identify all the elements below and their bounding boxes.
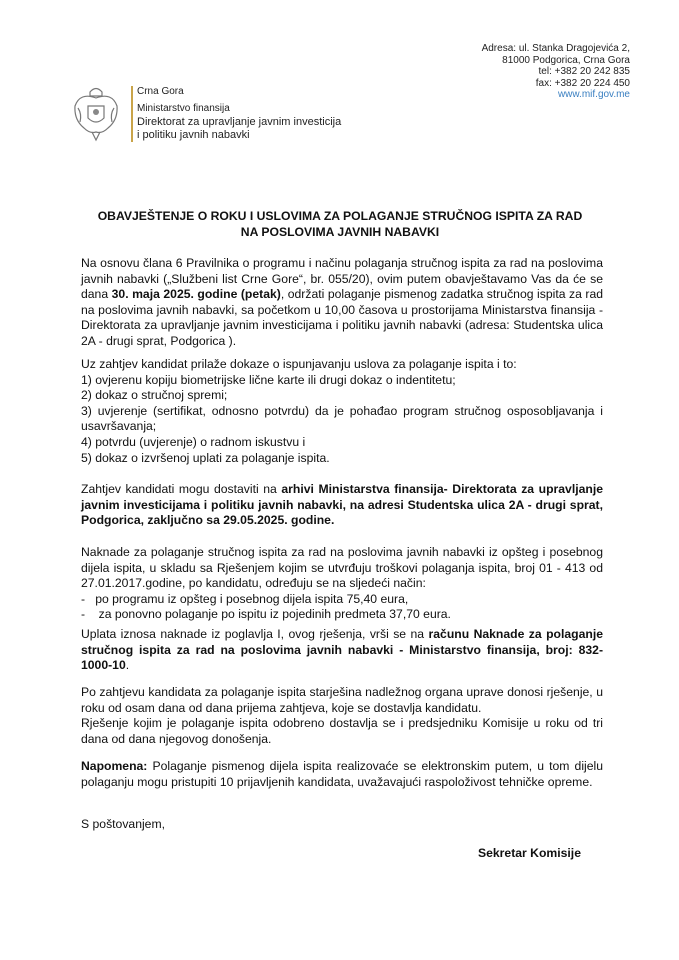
list-item: 4) potvrdu (uvjerenje) o radnom iskustvu i [81,434,306,449]
title-line: OBAVJEŠTENJE O ROKU I USLOVIMA ZA POLAGANJE STRUČNOG ISPITA ZA RAD [97,209,583,223]
fax: fax: +382 20 224 450 [535,77,630,89]
closing: S poštovanjem, [81,817,166,831]
list-item: - po programu iz opšteg i posebnog dijela ispita 75,40 eura, [81,591,409,606]
list-item: 2) dokaz o stručnoj spremi; [81,388,228,403]
exam-date: 30. maja 2025. godine (petak) [111,287,281,302]
paragraph-note [81,759,603,790]
org-line: Ministarstvo finansija [137,103,230,114]
paragraph-payment [81,627,603,674]
phone: tel: +382 20 242 835 [538,66,630,78]
text: Uz zahtjev kandidat prilaže dokaze o ispunjavanju uslova za polaganje ispita i to: [81,357,517,371]
list-item: 1) ovjerenu kopiju biometrijske lične karte ili drugi dokaz o indentitetu; [81,372,456,387]
title-line: NA POSLOVIMA JAVNIH NABAVKI [240,225,440,239]
contact-address [482,43,630,101]
text: Naknade za polaganje stručnog ispita za rad na poslovima javnih nabavki iz opšteg i posebnog dijela ispita, u skladu sa Rješenjem kojim se utvrđuju troškovi polaganja ispita, broj 01 - 413 od 27.01.2017.godine, po kandidatu, određuju se na sljedeći način: [81,545,603,591]
payment-account: računu Naknade za polaganje stručnog ispita za rad na poslovima javnih nabavki - Ministarstvo finansija, broj: 832-1000-10 [81,627,603,673]
address-line: Adresa: ul. Stanka Dragojevića 2, [481,43,630,54]
note-label: Napomena: [81,759,148,773]
coat-of-arms-logo [72,84,120,142]
document-title [70,208,610,240]
text: , održati polaganje pismenog zadatka stručnog ispita za rad na poslovima javnih nabavki, sa početkom u 10,00 časova u prostorijama Ministarstva finansija - Direktorata za upravljanje javnim investicijama i politiku javnih nabavki (adresa: Studentska ulica 2A - drugi sprat, Podgorica ). [81,287,603,348]
org-line: Direktorat za upravljanje javnim investicija [137,116,342,128]
org-line: i politiku javnih nabavki [137,129,250,141]
text: Rješenje kojim je polaganje ispita odobreno dostavlja se i predsjedniku Komisije u roku od tri dana od dana njegovog donošenja. [81,716,603,746]
paragraph-exam-date [81,256,603,350]
text: Polaganje pismenog dijela ispita realizovaće se elektronskim putem, u tom dijelu polaganju mogu pristupiti 10 prijavljenih kandidata, uvažavajući raspoloživost tehničke opreme. [81,759,603,789]
paragraph-fees [81,545,603,623]
org-line: Crna Gora [137,86,184,97]
header-divider [131,86,133,142]
text: Zahtjev kandidati mogu dostaviti na [81,482,282,496]
submission-details: arhivi Ministarstva finansija- Direktorata za upravljanje javnim investicijama i politiku javnih nabavki, na adresi Studentska ulica 2A - drugi sprat, Podgorica, zaključno sa 29.05.2025. godine. [81,482,603,528]
address-line: 81000 Podgorica, Crna Gora [502,54,630,66]
paragraph-submission [81,482,603,529]
list-item: 5) dokaz o izvršenoj uplati za polaganje ispita. [81,450,330,465]
text: Uplata iznosa naknade iz poglavlja I, ovog rješenja, vrši se na [81,627,429,641]
list-item: - za ponovno polaganje po ispitu iz pojedinih predmeta 37,70 eura. [81,607,451,622]
paragraph-requirements [81,357,603,466]
text: Po zahtjevu kandidata za polaganje ispita starješina nadležnog organa uprave donosi rješenje, u roku od osam dana od dana prijema zahtjeva, koje se dostavlja kandidatu. [81,685,603,715]
website-link[interactable]: www.mif.gov.me [557,89,630,101]
list-item: 3) uvjerenje (sertifikat, odnosno potvrdu) da je pohađao program stručnog osposobljavanja i usavršavanja; [81,403,603,434]
text: Na osnovu člana 6 Pravilnika o programu i načinu polaganja stručnog ispita za rad na poslovima javnih nabavki („Službeni list Crne Gore“, br. 055/20), ovim putem obavještavamo Vas da će se dana [81,256,603,302]
paragraph-decision [81,685,603,747]
signature: Sekretar Komisije [478,846,581,860]
text: . [125,658,130,673]
